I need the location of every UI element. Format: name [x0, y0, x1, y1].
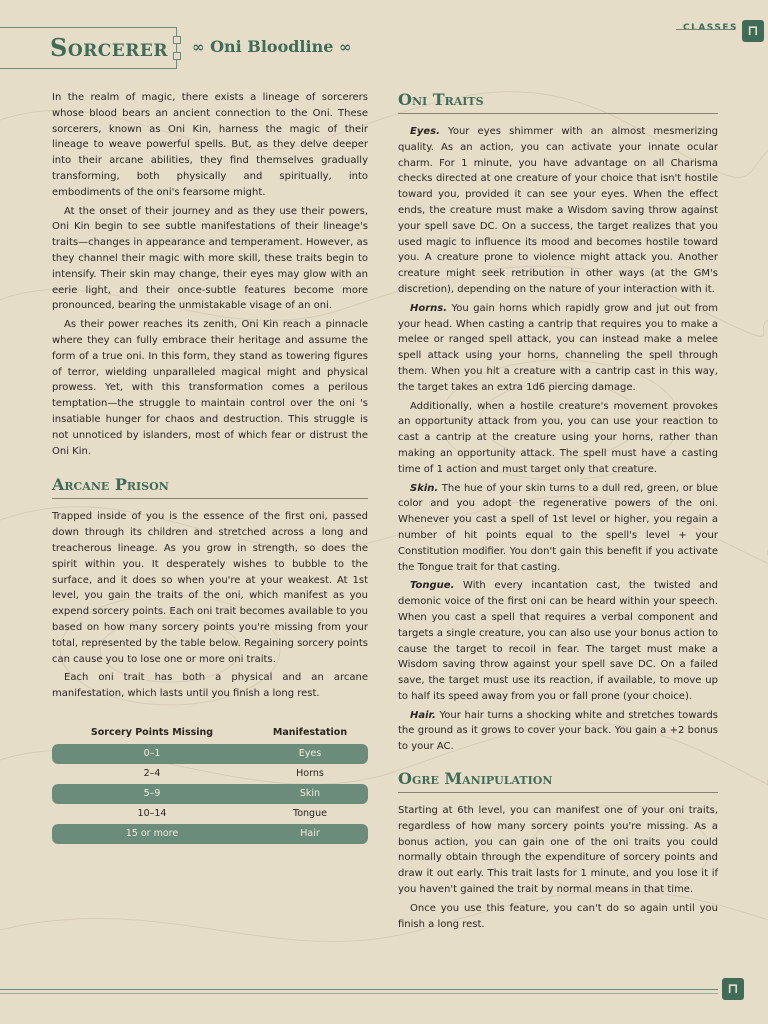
trait-horns-extra: Additionally, when a hostile creature's movement provokes an opportunity attack from you, you can use your reaction to cast a cantrip at the creature using your horns, rather than making an opportunity attack. The spell must have a casting time of 1 action and must target only that creature.	[398, 400, 718, 475]
trait-text: Your eyes shimmer with an almost mesmerizing quality. As an action, you can activate your innate ocular charm. For 1 minute, you have advantage on all Charisma checks directed at one creature of your choice that isn't hostile toward you, provided it can see your eyes. When the effect ends, the creature must make a Wisdom saving throw against your spell save DC. On a success, the target realizes that you used magic to influence its mood and becomes hostile toward you. A creature prone to violence might attack you. Another creature might seek retribution in other ways (at the GM's discretion), depending on the nature of your interaction with it.	[398, 126, 718, 295]
torii-gate-icon: ⊓	[722, 978, 744, 1000]
intro-paragraph: As their power reaches its zenith, Oni Kin reach a pinnacle where they can fully embrace their heritage and assume the form of a true oni. In this form, they stand as towering figures of terror, wielding unparalleled magical might and physical prowess. Yet, with this transformation comes a perilous temptation—the struggle to maintain control over the oni 's insatiable hunger for chaos and destruction. This struggle is not unnoticed by islanders, most of which fear or distrust the Oni Kin.	[52, 319, 368, 457]
header-divider	[676, 29, 732, 30]
table-cell-manifestation: Hair	[300, 827, 320, 839]
ogre-manipulation-heading: Ogre Manipulation	[398, 769, 718, 793]
subclass-title	[192, 37, 351, 56]
trait-text: You gain horns which rapidly grow and jut out from your head. When casting a cantrip that requires you to make a melee or ranged spell attack, you can instead make a melee spell attack using your horns, channeling the spell through them. When you hit a creature with a cantrip cast in this way, the target takes an extra 1d6 piercing damage.	[398, 302, 718, 393]
table-cell-points: 5–9	[143, 787, 161, 799]
knot-ornament-icon: ∞	[192, 38, 205, 56]
table-row	[52, 764, 368, 784]
right-column	[398, 90, 718, 932]
torii-gate-icon: ⊓	[742, 20, 764, 42]
table-row	[52, 824, 368, 844]
trait-eyes	[398, 124, 718, 298]
trait-name: Tongue.	[410, 580, 455, 592]
table-cell-points: 10–14	[137, 807, 167, 819]
arcane-prison-heading: Arcane Prison	[52, 475, 368, 499]
knot-ornament-icon: ∞	[338, 38, 352, 56]
arcane-prison-paragraph: Each oni trait has both a physical and an arcane manifestation, which lasts until you finish a long rest.	[52, 672, 368, 700]
table-cell-manifestation: Tongue	[293, 807, 327, 819]
sorcery-points-table	[52, 722, 368, 844]
footer-divider	[0, 989, 718, 990]
left-column	[52, 90, 368, 844]
table-cell-manifestation: Eyes	[298, 747, 322, 759]
page-title: Sorcerer	[50, 33, 168, 62]
trait-name: Eyes.	[410, 126, 440, 137]
table-row	[52, 784, 368, 804]
trait-text: Your hair turns a shocking white and stretches towards the ground as it grows to cover your back. You gain a +2 bonus to your AC.	[398, 709, 718, 753]
intro-paragraph: At the onset of their journey and as they use their powers, Oni Kin begin to see subtle manifestations of their lineage's traits—changes in appearance and temperament. However, as they channel their magic with more skill, these traits begin to intensify. Their skin may change, their eyes may glow with an eerie light, and their once-subtle features become more pronounced, bearing the unmistakable visage of an oni.	[52, 205, 368, 312]
table-cell-points: 15 or more	[125, 827, 179, 839]
table-cell-manifestation: Skin	[299, 787, 321, 799]
table-header-points: Sorcery Points Missing	[90, 726, 214, 738]
arcane-prison-paragraph: Trapped inside of you is the essence of the first oni, passed down through its children and stretched across a long and treacherous lineage. As you grow in strength, so does the spirit within you. It desperately wishes to bubble to the surface, and it does so when you're at your weakest. At 1st level, you gain the traits of the oni, which manifest as you expend sorcery points. Each oni trait becomes available to you based on how many sorcery points you're missing from your total, represented by the table below. Regaining sorcery points can cause you to lose one or more oni traits.	[52, 511, 368, 665]
intro-paragraph: In the realm of magic, there exists a lineage of sorcerers whose blood bears an ancient connection to the Oni. These sorcerers, known as Oni Kin, harness the magic of their lineage to weave powerful spells. But, as they delve deeper into their arcane abilities, they find themselves gradually transforming, both physically and spiritually, into embodiments of the oni's fearsome might.	[52, 92, 368, 198]
frame-knob	[173, 36, 181, 44]
trait-skin	[398, 481, 718, 576]
trait-text: With every incantation cast, the twisted and demonic voice of the first oni can be heard within your speech. When you cast a spell that requires a verbal component and targets a single creature, you can also use your bonus action to cause the target to recoil in fear. The target must make a Wisdom saving throw against your spell save DC. On a failed save, the target must use its reaction, if available, to move up to half its speed away from you or fall prone (your choice).	[398, 580, 718, 702]
section-tag: CLASSES	[683, 23, 738, 33]
table-cell-points: 2–4	[143, 767, 161, 779]
table-cell-manifestation: Horns	[296, 767, 324, 779]
trait-horns	[398, 301, 718, 396]
footer-divider	[0, 993, 718, 994]
subclass-title-text: Oni Bloodline	[210, 37, 334, 56]
trait-tongue	[398, 578, 718, 704]
table-row	[52, 744, 368, 764]
trait-name: Skin.	[410, 482, 439, 494]
table-cell-points: 0–1	[143, 747, 161, 759]
trait-name: Hair.	[410, 709, 436, 721]
trait-name: Horns.	[410, 302, 448, 314]
oni-traits-heading: Oni Traits	[398, 90, 718, 114]
trait-hair	[398, 708, 718, 755]
table-header-manifestation: Manifestation	[272, 726, 348, 738]
frame-knob	[173, 52, 181, 60]
table-row	[52, 804, 368, 824]
ogre-manipulation-paragraph: Once you use this feature, you can't do so again until you finish a long rest.	[398, 902, 718, 930]
ogre-manipulation-paragraph: Starting at 6th level, you can manifest one of your oni traits, regardless of how many sorcery points you're missing. As a bonus action, you can gain one of the oni traits you could normally obtain through the expenditure of sorcery points and draw it out early. This trait lasts for 1 minute, and you lose it if you haven't gained the trait by normal means in that time.	[398, 805, 718, 896]
table-header	[52, 722, 368, 744]
trait-text: The hue of your skin turns to a dull red, green, or blue color and you adopt the regenerative powers of the oni. Whenever you cast a spell of 1st level or higher, you regain a number of hit points equal to the spell's level + your Constitution modifier. You don't gain this benefit if you activate the Tongue trait for that casting.	[398, 482, 718, 573]
